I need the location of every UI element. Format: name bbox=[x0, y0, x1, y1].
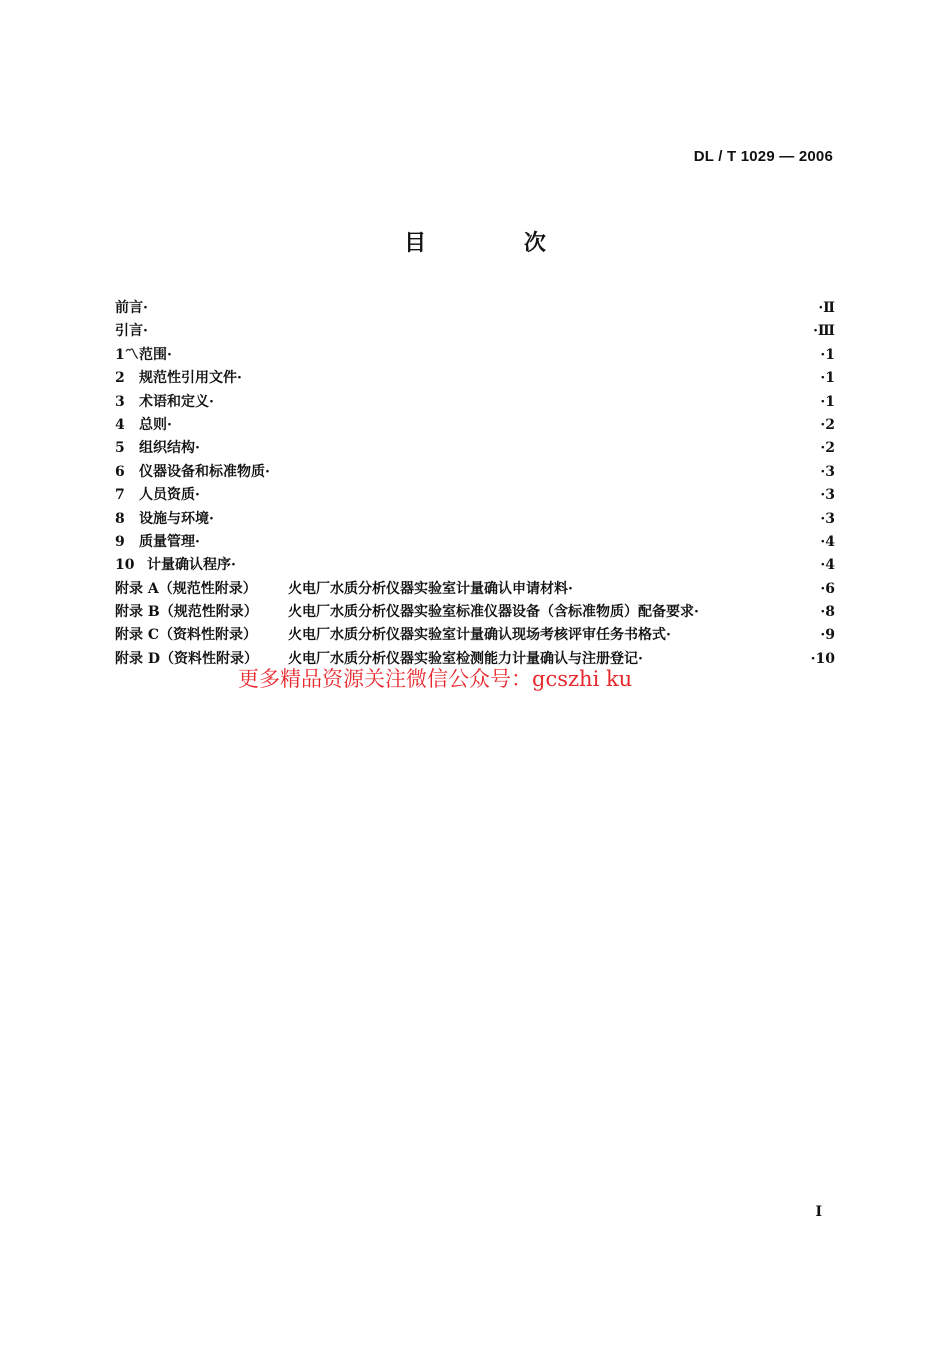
toc-entry-page: ·3 bbox=[820, 487, 835, 504]
watermark-text: 更多精品资源关注微信公众号：gcszhi ku bbox=[238, 667, 633, 691]
toc-entry-page: ·3 bbox=[820, 463, 835, 480]
toc-entry-page: ·1 bbox=[820, 370, 835, 387]
toc-entry-number: 1〽 bbox=[115, 346, 139, 363]
toc-entry-label: 设施与环境· bbox=[139, 510, 214, 527]
toc-entry-number: 3 bbox=[115, 393, 125, 410]
toc-entry-label: 火电厂水质分析仪器实验室检测能力计量确认与注册登记· bbox=[288, 650, 643, 667]
toc-entry-4[interactable] bbox=[115, 414, 835, 437]
toc-entry-number: 6 bbox=[115, 463, 125, 480]
toc-entry-label: 质量管理· bbox=[139, 533, 200, 550]
toc-entry-label: 组织结构· bbox=[139, 440, 200, 457]
toc-entry-page: ·4 bbox=[820, 557, 835, 574]
toc-entry-label: 火电厂水质分析仪器实验室标准仪器设备（含标准物质）配备要求· bbox=[288, 604, 699, 621]
toc-entry-label: 规范性引用文件· bbox=[139, 370, 242, 387]
toc-entry-9[interactable] bbox=[115, 531, 835, 554]
toc-entry-1[interactable] bbox=[115, 344, 835, 367]
toc-entry-page: ·3 bbox=[820, 510, 835, 527]
toc-entry-page: ·8 bbox=[820, 604, 835, 621]
toc-entry-number: 9 bbox=[115, 533, 125, 550]
toc-entry-page: ·Ⅲ bbox=[813, 323, 835, 340]
toc-entry-foreword[interactable] bbox=[115, 297, 835, 320]
toc-entry-label: 人员资质· bbox=[139, 487, 200, 504]
toc-entry-number: 7 bbox=[115, 487, 125, 504]
toc-entry-page: ·Ⅱ bbox=[818, 300, 835, 316]
toc-entry-7[interactable] bbox=[115, 484, 835, 507]
toc-entry-page: ·10 bbox=[810, 650, 835, 667]
toc-entry-page: ·2 bbox=[820, 440, 835, 457]
toc-entry-number: 2 bbox=[115, 370, 125, 387]
toc-entry-number: 8 bbox=[115, 510, 125, 527]
toc-entry-label: 火电厂水质分析仪器实验室计量确认现场考核评审任务书格式· bbox=[288, 627, 671, 644]
toc-appendix-prefix: 附录 A（规范性附录） bbox=[115, 580, 257, 597]
toc-entry-page: ·9 bbox=[820, 627, 835, 644]
toc-entry-label: 范围· bbox=[139, 346, 172, 363]
toc-entry-number: 4 bbox=[115, 416, 125, 433]
toc-entry-appendix-c[interactable] bbox=[115, 624, 835, 647]
toc-entry-appendix-b[interactable] bbox=[115, 601, 835, 624]
toc-entry-8[interactable] bbox=[115, 508, 835, 531]
page-number: I bbox=[815, 1204, 822, 1220]
toc-appendix-prefix: 附录 B（规范性附录） bbox=[115, 604, 258, 621]
toc-entry-label: 仪器设备和标准物质· bbox=[139, 463, 270, 480]
toc-entry-number: 5 bbox=[115, 440, 125, 457]
toc-appendix-prefix: 附录 C（资料性附录） bbox=[115, 627, 258, 644]
standard-code: DL / T 1029 — 2006 bbox=[693, 148, 833, 165]
table-of-contents bbox=[115, 297, 835, 671]
toc-entry-appendix-a[interactable] bbox=[115, 578, 835, 601]
toc-entry-3[interactable] bbox=[115, 391, 835, 414]
toc-entry-label: 火电厂水质分析仪器实验室计量确认申请材料· bbox=[288, 580, 573, 597]
toc-entry-label: 计量确认程序· bbox=[147, 557, 236, 574]
toc-entry-page: ·6 bbox=[820, 580, 835, 597]
toc-entry-label: 总则· bbox=[139, 416, 172, 433]
toc-entry-page: ·1 bbox=[820, 393, 835, 410]
toc-appendix-prefix: 附录 D（资料性附录） bbox=[115, 650, 259, 667]
toc-entry-page: ·1 bbox=[820, 346, 835, 363]
toc-entry-page: ·2 bbox=[820, 416, 835, 433]
toc-entry-5[interactable] bbox=[115, 437, 835, 460]
toc-entry-number: 10 bbox=[115, 557, 135, 574]
toc-entry-introduction[interactable] bbox=[115, 320, 835, 343]
toc-entry-label: 前言· bbox=[115, 300, 148, 316]
toc-entry-6[interactable] bbox=[115, 461, 835, 484]
toc-entry-10[interactable] bbox=[115, 554, 835, 577]
toc-entry-label: 术语和定义· bbox=[139, 393, 214, 410]
toc-entry-label: 引言· bbox=[115, 323, 148, 340]
toc-entry-page: ·4 bbox=[820, 533, 835, 550]
page-title: 目 次 bbox=[404, 231, 591, 256]
toc-entry-2[interactable] bbox=[115, 367, 835, 390]
